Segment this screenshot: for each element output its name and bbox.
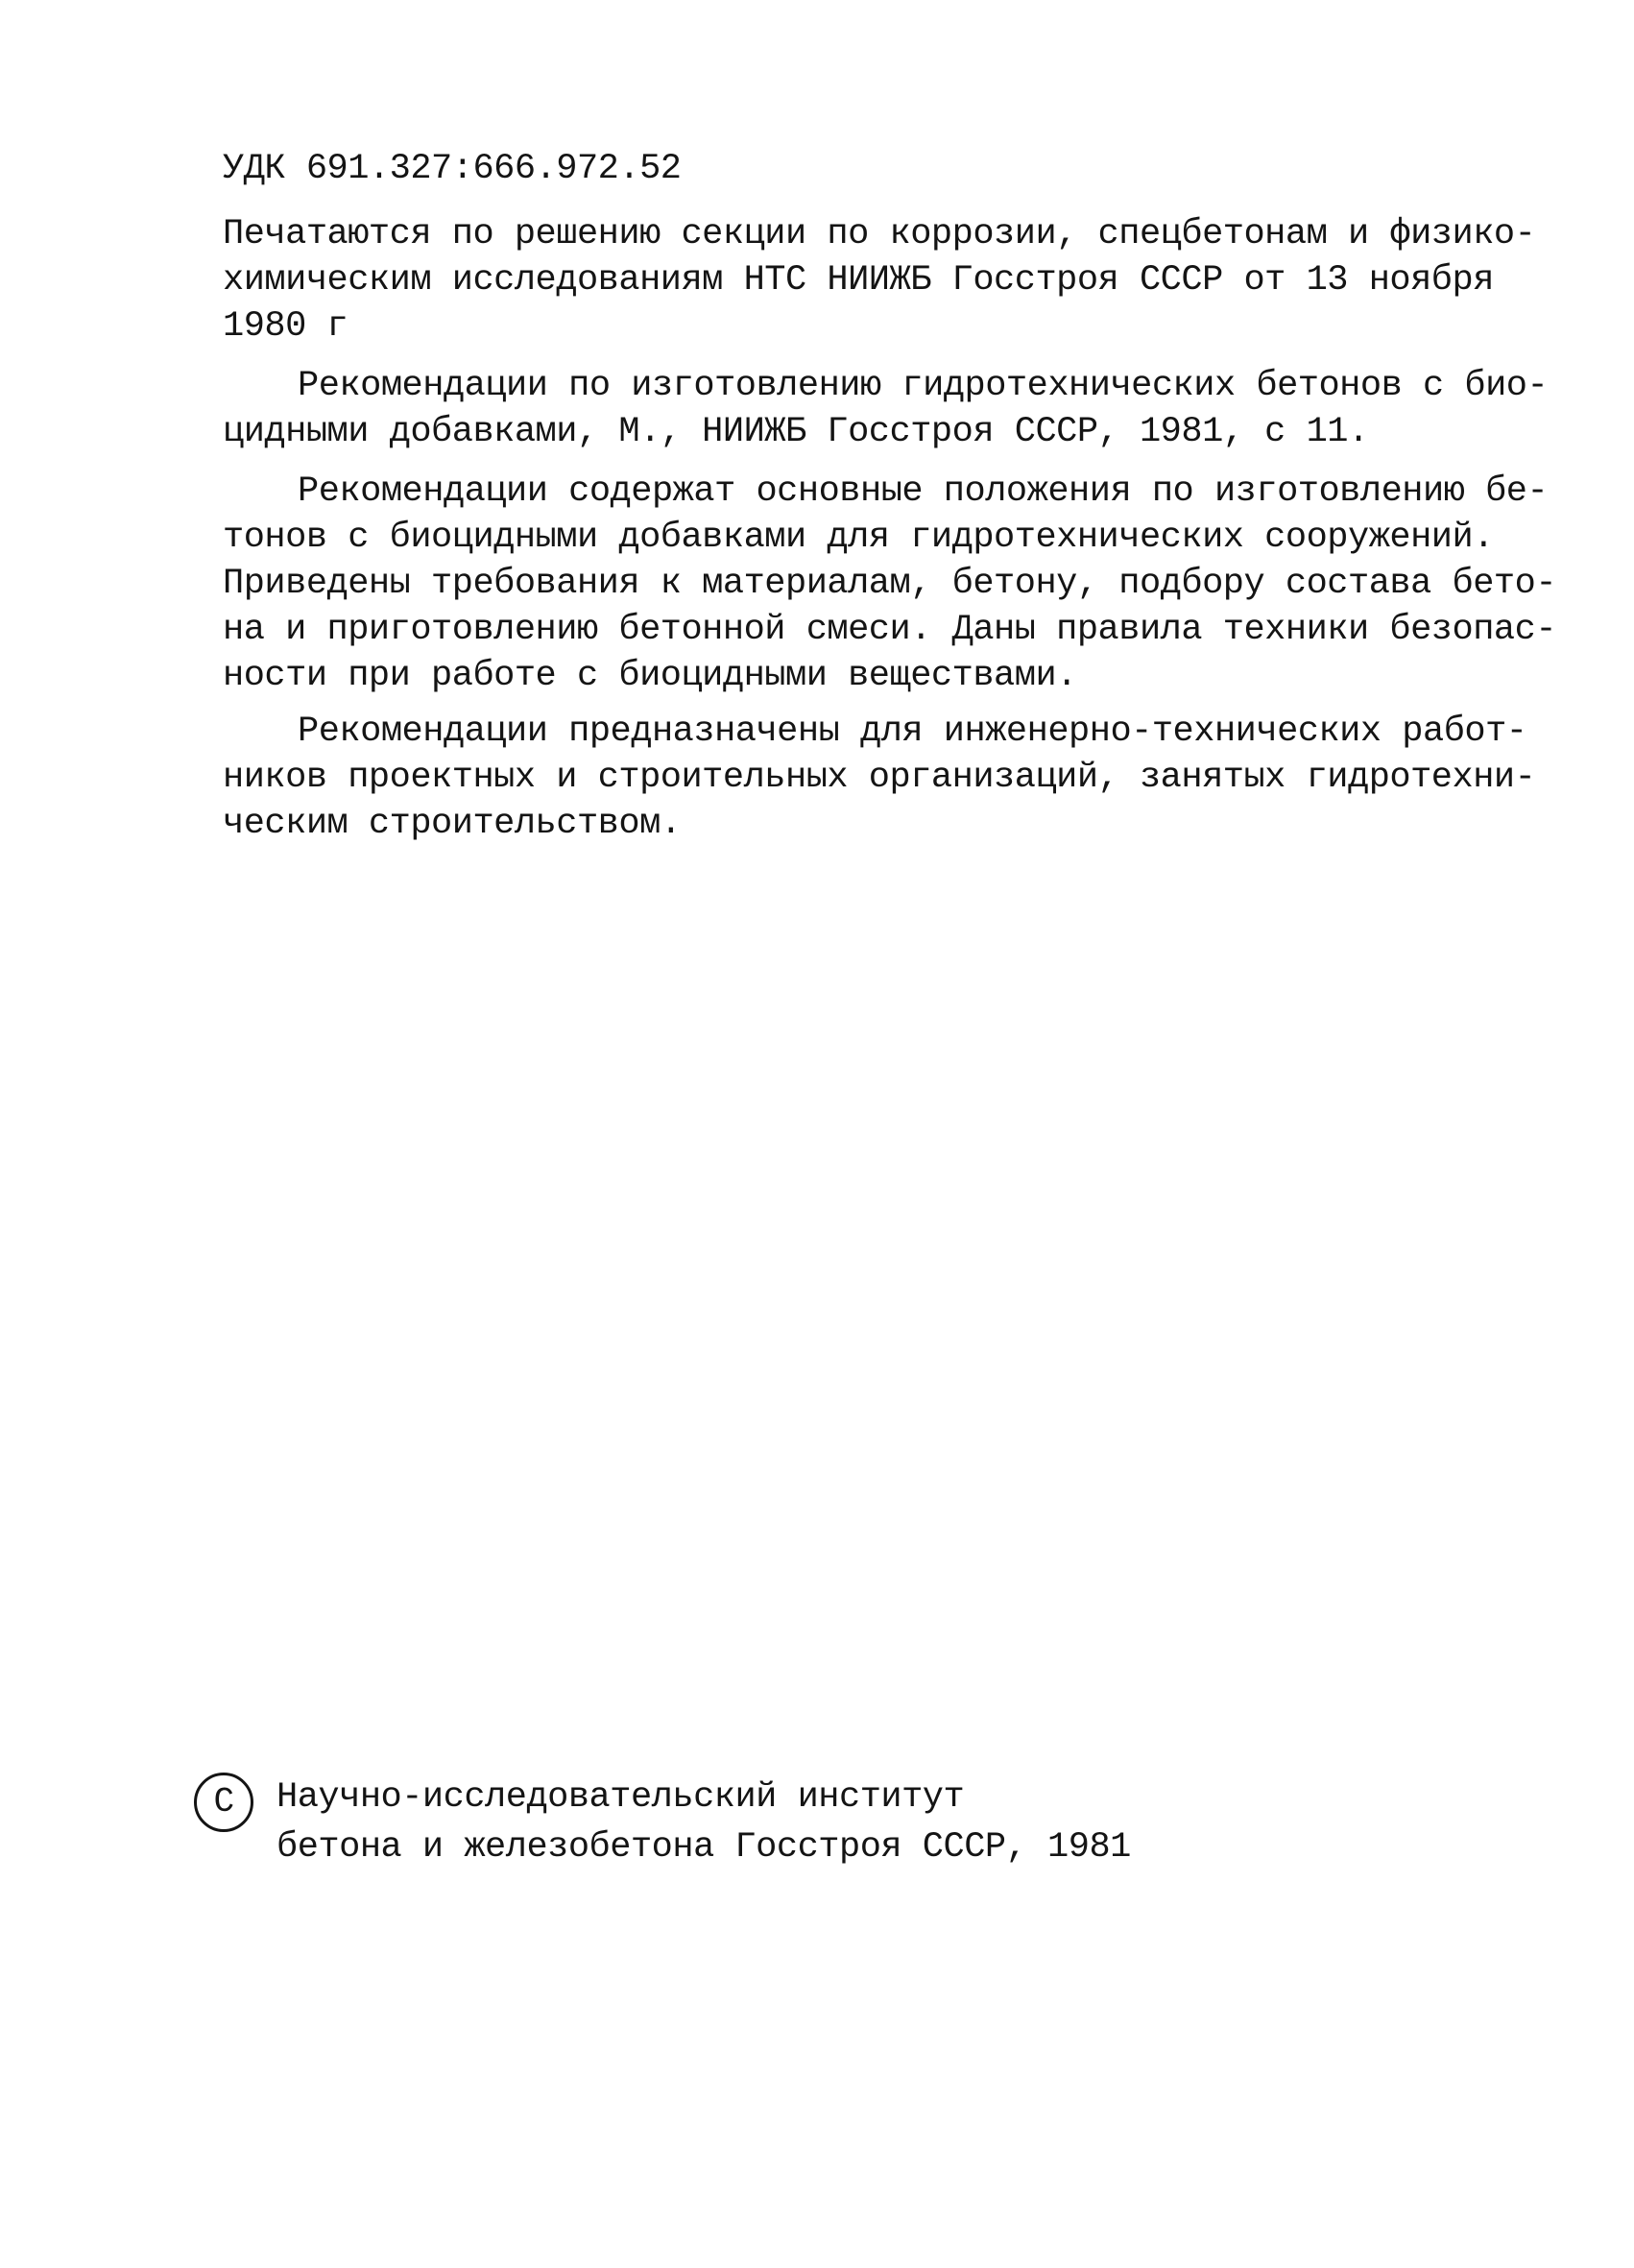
abstract-paragraph	[223, 469, 1557, 699]
audience-line: ческим строительством.	[223, 804, 682, 844]
publication-note	[223, 211, 1536, 350]
publication-note-line: химическим исследованиям НТС НИИЖБ Госстроя СССР от 13 ноября	[223, 260, 1494, 301]
abstract-line: ности при работе с биоцидными веществами.	[223, 656, 1077, 696]
copyright-notice	[194, 1773, 1154, 1872]
copyright-line: Научно-исследовательский институт	[276, 1777, 965, 1818]
udk-code	[223, 146, 1413, 192]
citation-line: цидными добавками, М., НИИЖБ Госстроя СССР, 1981, с 11.	[223, 412, 1369, 452]
audience-paragraph	[223, 709, 1536, 847]
publication-note-line: 1980 г	[223, 306, 348, 347]
citation-paragraph	[223, 363, 1549, 455]
copyright-line: бетона и железобетона Госстроя СССР, 1981	[276, 1827, 1131, 1868]
abstract-line: Приведены требования к материалам, бетону, подбору состава бето-	[223, 564, 1557, 604]
publication-note-line: Печатаются по решению секции по коррозии, спецбетонам и физико-	[223, 214, 1536, 254]
abstract-line: Рекомендации содержат основные положения по изготовлению бе-	[298, 471, 1549, 512]
copyright-icon	[194, 1773, 253, 1832]
copyright-symbol: С	[213, 1782, 234, 1822]
abstract-line: на и приготовлению бетонной смеси. Даны правила техники безопас-	[223, 610, 1557, 650]
audience-line: Рекомендации предназначены для инженерно-технических работ-	[298, 712, 1527, 752]
udk-text: УДК 691.327:666.972.52	[223, 149, 682, 189]
audience-line: ников проектных и строительных организаций, занятых гидротехни-	[223, 758, 1536, 798]
abstract-line: тонов с биоцидными добавками для гидротехнических сооружений.	[223, 518, 1494, 558]
citation-line: Рекомендации по изготовлению гидротехнических бетонов с био-	[298, 366, 1549, 406]
